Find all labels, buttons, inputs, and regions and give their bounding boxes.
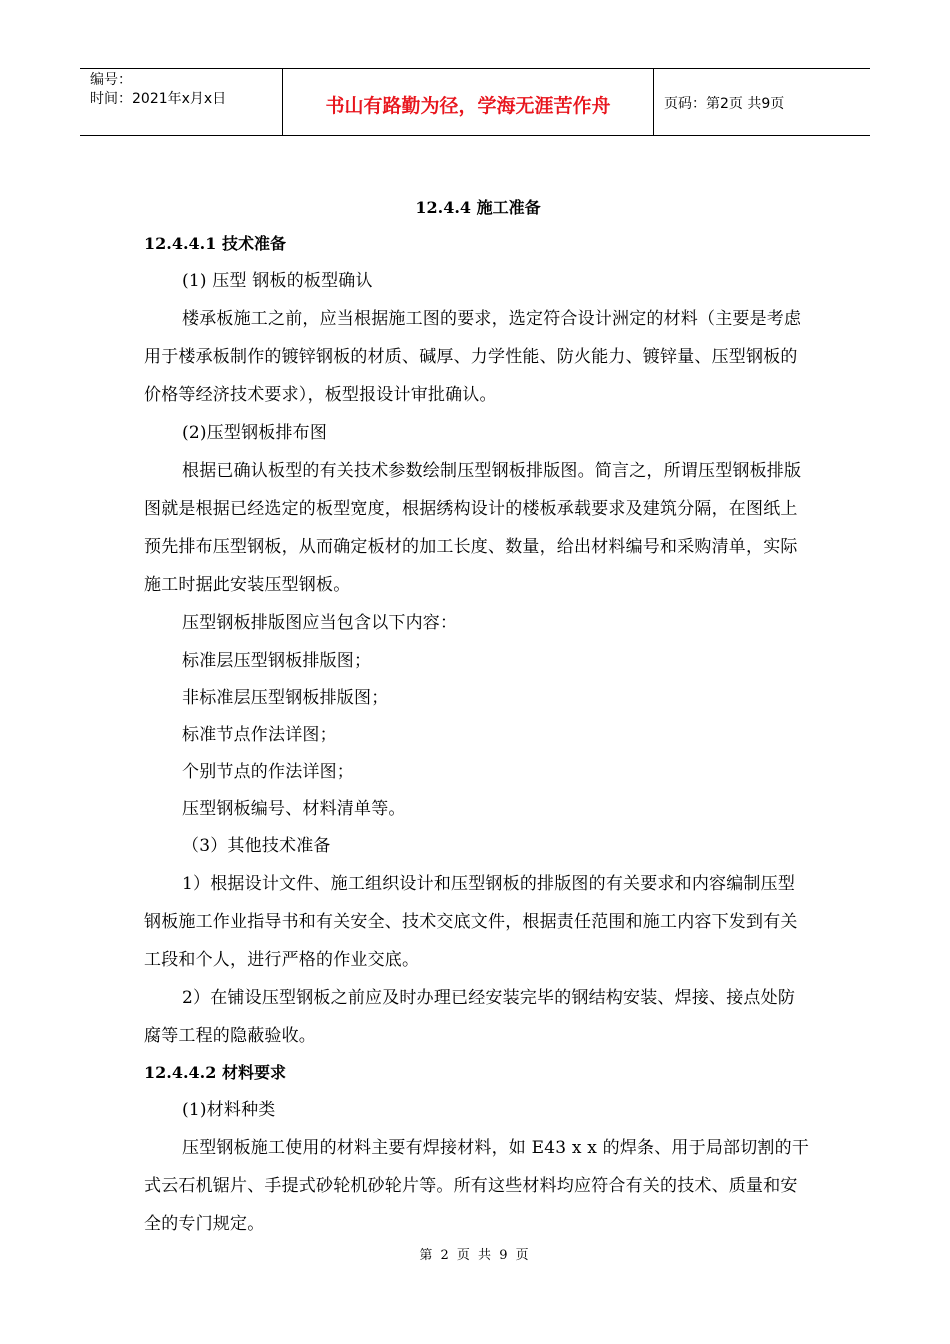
paragraph: 1）根据设计文件、施工组织设计和压型钢板的排版图的有关要求和内容编制压型钢板施工作业指导书和有关安全、技术交底文件，根据责任范围和施工内容下发到有关工段和个人，进行严格的作业交底。 xyxy=(144,874,798,970)
subsection-heading-technical: 12.4.4.1 技术准备 xyxy=(144,234,286,253)
header-motto: 书山有路勤为径，学海无涯苦作舟 xyxy=(283,69,654,135)
document-number: 编号： xyxy=(90,72,132,88)
section-title: 12.4.4 施工准备 xyxy=(415,198,541,217)
paragraph: 压型钢板施工使用的材料主要有焊接材料，如 E43 x x 的焊条、用于局部切割的干式云石机锯片、手提式砂轮机砂轮片等。所有这些材料均应符合有关的技术、质量和安全的专门规定。 xyxy=(144,1138,810,1234)
page-header xyxy=(80,68,870,136)
paragraph: 2）在铺设压型钢板之前应及时办理已经安装完毕的钢结构安装、焊接、接点处防腐等工程的隐蔽验收。 xyxy=(144,988,796,1046)
paragraph: 根据已确认板型的有关技术参数绘制压型钢板排版图。简言之，所谓压型钢板排版图就是根据已经选定的板型宽度，根据绣构设计的楼板承载要求及建筑分隔，在图纸上预先排布压型钢板，从而确定板材的加工长度、数量，给出材料编号和采购清单，实际施工时据此安装压型钢板。 xyxy=(144,461,802,595)
header-meta xyxy=(80,69,283,135)
paragraph: (1) 压型 钢板的板型确认 xyxy=(182,271,373,291)
paragraph: 压型钢板排版图应当包含以下内容： xyxy=(182,613,458,633)
list-item: 压型钢板编号、材料清单等。 xyxy=(182,799,406,819)
list-item: 标准节点作法详图； xyxy=(182,725,337,745)
paragraph: （3）其他技术准备 xyxy=(182,836,331,856)
document-body xyxy=(144,190,812,1243)
paragraph: 楼承板施工之前，应当根据施工图的要求，选定符合设计洲定的材料（主要是考虑用于楼承板制作的镀锌钢板的材质、碱厚、力学性能、防火能力、镀锌量、压型钢板的价格等经济技术要求），板型报设计审批确认。 xyxy=(144,309,802,405)
header-page-number: 页码：第2页 共9页 xyxy=(664,96,785,112)
paragraph: (1)材料种类 xyxy=(182,1100,276,1120)
list-item: 非标准层压型钢板排版图； xyxy=(182,688,389,708)
subsection-heading-materials: 12.4.4.2 材料要求 xyxy=(144,1063,286,1082)
page-footer: 第 2 页 共 9 页 xyxy=(419,1248,531,1263)
document-date: 时间：2021年x月x日 xyxy=(90,91,227,107)
paragraph: (2)压型钢板排布图 xyxy=(182,423,328,443)
list-item: 个别节点的作法详图； xyxy=(182,762,354,782)
list-item: 标准层压型钢板排版图； xyxy=(182,651,372,671)
